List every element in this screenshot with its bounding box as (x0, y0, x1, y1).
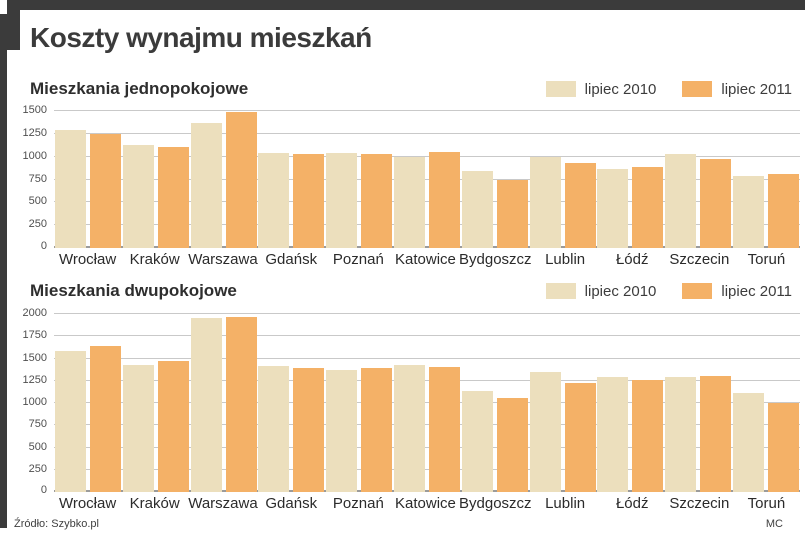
y-tick-label: 250 (28, 218, 47, 231)
bar-group (732, 393, 800, 492)
bar (700, 376, 731, 492)
x-axis-label: Łódź (615, 495, 649, 512)
bar (90, 346, 121, 492)
x-axis-label: Wrocław (58, 495, 117, 512)
bar (733, 176, 764, 248)
plot-area (22, 307, 800, 496)
legend-swatch-2011 (682, 81, 712, 97)
footer (14, 518, 783, 530)
plot-area (22, 104, 800, 252)
x-axis-label: Bydgoszcz (459, 495, 532, 512)
bar (123, 145, 154, 248)
x-axis-label: Łódź (615, 251, 649, 268)
bar-group (597, 167, 665, 248)
bar (632, 380, 663, 492)
bar (768, 174, 799, 248)
bar (226, 112, 257, 248)
x-axis-label: Szczecin (669, 251, 730, 268)
bar (158, 361, 189, 492)
bar-group (257, 153, 325, 248)
y-tick-label: 2000 (22, 307, 47, 319)
legend-label-2011: lipiec 2011 (721, 80, 792, 98)
y-tick-label: 0 (40, 484, 47, 496)
bar-group (529, 372, 597, 492)
bar (293, 368, 324, 492)
x-axis-label: Lublin (545, 251, 586, 268)
bar (733, 393, 764, 492)
bar (55, 351, 86, 493)
x-axis-label: Wrocław (58, 251, 117, 268)
bar (497, 398, 528, 492)
x-axis-label: Katowice (395, 495, 456, 512)
chart-title: Mieszkania jednopokojowe (30, 79, 249, 98)
bar (258, 366, 289, 492)
chart-header (14, 76, 800, 102)
bar (665, 377, 696, 492)
y-tick-label: 500 (28, 440, 47, 453)
y-tick-label: 500 (28, 195, 47, 208)
chart-section-jednopokojowe (14, 76, 800, 268)
bar-group (54, 130, 122, 248)
x-axis-label: Gdańsk (265, 251, 318, 268)
chart-header (14, 278, 800, 304)
bar-group (664, 376, 732, 492)
legend-label-2010: lipiec 2010 (584, 80, 657, 98)
x-axis-labels (54, 495, 800, 512)
bar-group (325, 153, 393, 248)
bar (55, 130, 86, 248)
chart-title: Mieszkania dwupokojowe (30, 281, 237, 300)
bar (429, 152, 460, 248)
bar-group (529, 157, 597, 248)
y-tick-label: 1500 (22, 351, 47, 364)
bar (394, 157, 425, 248)
bar-group (122, 145, 190, 248)
bar (226, 317, 257, 492)
legend-swatch-2010 (546, 81, 576, 97)
bar (326, 370, 357, 492)
bar-group (257, 366, 325, 492)
x-axis-labels (54, 251, 800, 268)
x-axis-label: Gdańsk (265, 495, 318, 512)
bar (530, 372, 561, 492)
bar-group (190, 112, 258, 248)
x-axis-label: Katowice (395, 251, 456, 268)
x-axis-label: Szczecin (669, 495, 730, 512)
bar (632, 167, 663, 248)
bar-group (54, 346, 122, 492)
y-tick-label: 1500 (22, 104, 47, 116)
x-axis-label: Toruń (747, 495, 786, 512)
bar (462, 171, 493, 248)
bar-group (732, 174, 800, 248)
bar-group (122, 361, 190, 492)
bar (191, 123, 222, 248)
bar (665, 154, 696, 248)
frame-border-corner (7, 0, 20, 50)
y-tick-label: 1250 (22, 373, 47, 386)
bar (597, 377, 628, 492)
bar (293, 154, 324, 248)
y-tick-label: 1000 (22, 396, 47, 408)
frame-border-top (10, 0, 805, 10)
bar (394, 365, 425, 492)
page-title: Koszty wynajmu mieszkań (30, 22, 372, 53)
bar (565, 163, 596, 248)
bar (191, 318, 222, 492)
bar (326, 153, 357, 248)
bar (123, 365, 154, 492)
bar (768, 403, 799, 492)
x-axis-label: Kraków (129, 495, 180, 512)
source-credit: Źródło: Szybko.pl (14, 518, 99, 530)
bar-group (461, 171, 529, 248)
bar (565, 383, 596, 492)
bar (700, 159, 731, 249)
x-axis-label: Warszawa (188, 251, 258, 268)
x-axis-label: Poznań (332, 495, 384, 512)
x-axis-label: Poznań (332, 251, 384, 268)
bar-group (664, 154, 732, 248)
legend-swatch-2011 (682, 283, 712, 299)
bar (597, 169, 628, 248)
y-tick-label: 1000 (22, 149, 47, 162)
bar (429, 367, 460, 492)
y-tick-label: 750 (28, 418, 47, 431)
bar-group (393, 365, 461, 492)
bar (497, 180, 528, 248)
bar-group (461, 391, 529, 492)
bar (158, 147, 189, 248)
bar-group (190, 317, 258, 492)
y-tick-label: 250 (28, 462, 47, 475)
x-axis-label: Warszawa (188, 495, 258, 512)
chart-section-dwupokojowe (14, 278, 800, 512)
y-tick-label: 0 (40, 240, 47, 252)
bar-group (393, 152, 461, 248)
chart-legend (546, 283, 800, 300)
y-tick-label: 1250 (22, 126, 47, 139)
bars-layer (54, 314, 800, 492)
bar (90, 134, 121, 248)
bar-group (325, 368, 393, 492)
legend-label-2010: lipiec 2010 (584, 282, 657, 300)
bar (258, 153, 289, 248)
chart-legend (546, 81, 800, 98)
legend-label-2011: lipiec 2011 (721, 282, 792, 300)
author-initials: MC (765, 518, 783, 530)
frame-border-left (0, 14, 7, 528)
y-tick-label: 1750 (22, 329, 47, 342)
x-axis-label: Kraków (129, 251, 180, 268)
x-axis-label: Lublin (545, 495, 586, 512)
bar (361, 154, 392, 248)
bar (530, 157, 561, 248)
y-tick-label: 750 (28, 172, 47, 185)
bars-layer (54, 111, 800, 248)
x-axis-label: Bydgoszcz (459, 251, 532, 268)
bar-group (597, 377, 665, 492)
legend-swatch-2010 (546, 283, 576, 299)
x-axis-label: Toruń (747, 251, 786, 268)
bar (361, 368, 392, 492)
bar (462, 391, 493, 492)
